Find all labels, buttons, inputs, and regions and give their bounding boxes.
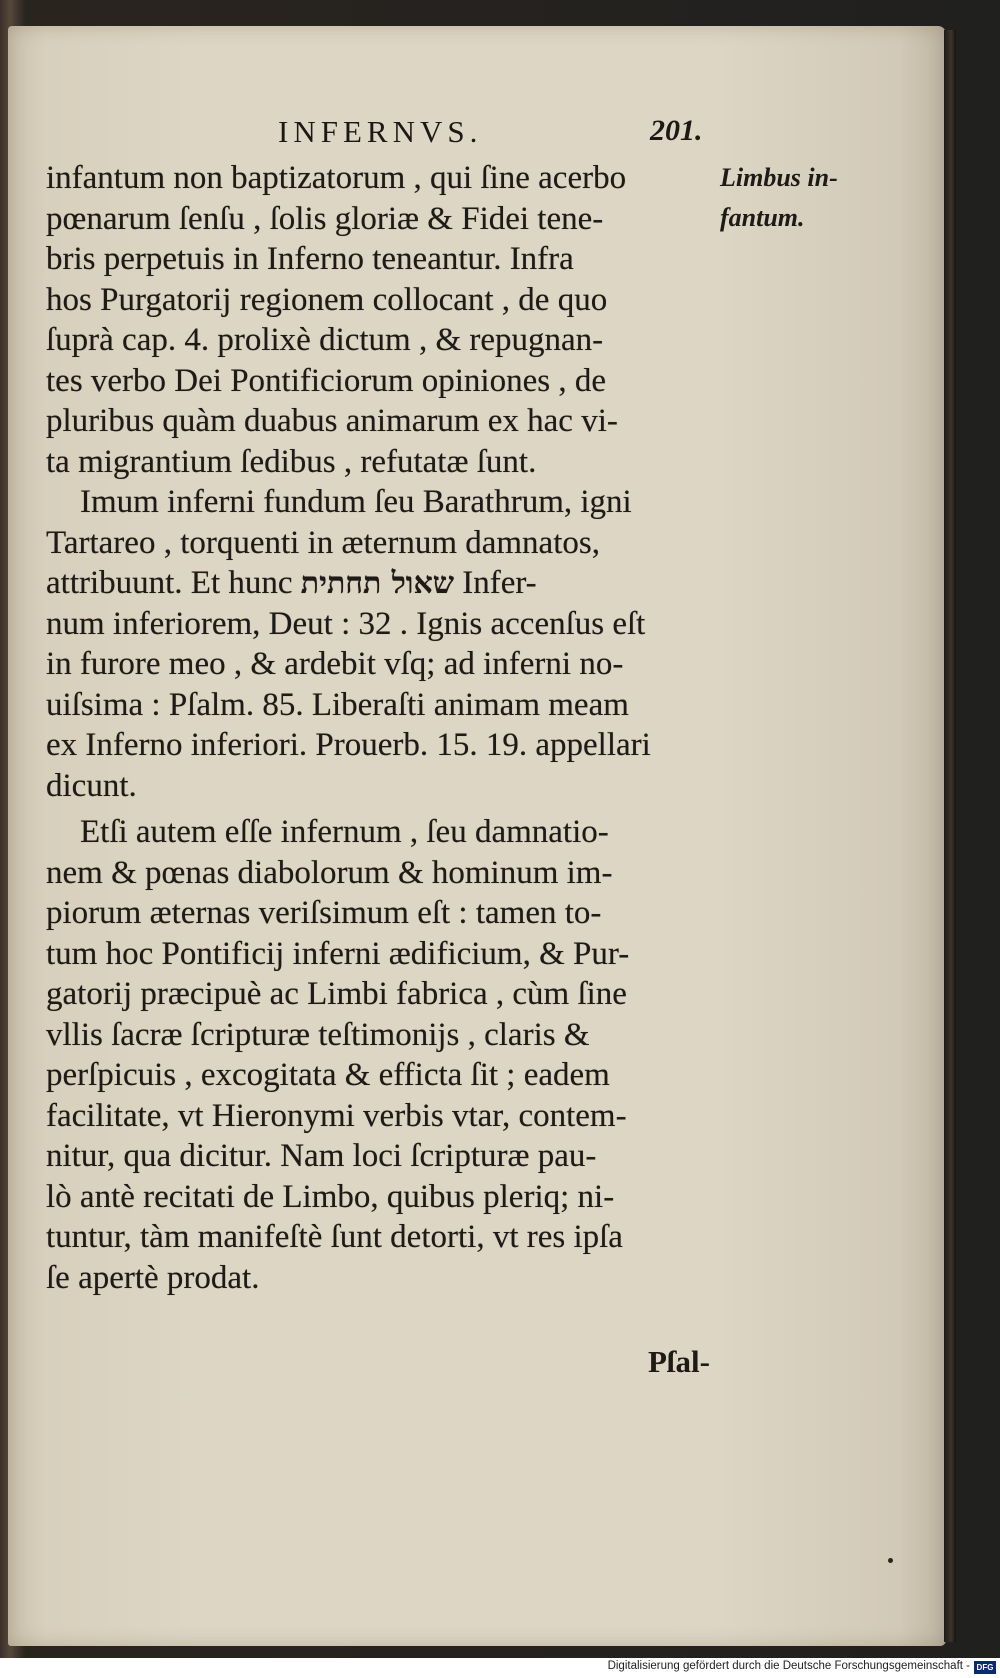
margin-note-line: Limbus in-: [720, 163, 838, 192]
text-line: lò antè recitati de Limbo, quibus pleriq; ni-: [46, 1178, 615, 1215]
hebrew-phrase: שאול תחתית: [300, 566, 454, 601]
text-line: gatorij præcipuè ac Limbi fabrica , cùm ſine: [46, 976, 627, 1012]
paragraph-3: [46, 812, 726, 1298]
page-edge-shadow: [944, 30, 956, 1642]
text-line: nem & pœnas diabolorum & hominum im-: [46, 854, 613, 891]
text-line: ſuprà cap. 4. prolixè dictum , & repugnan-: [46, 322, 604, 358]
text-fragment: Infer-: [462, 565, 537, 601]
text-line: Imum inferni fundum ſeu Barathrum, igni: [80, 484, 632, 520]
text-line: hos Purgatorij regionem collocant , de quo: [46, 281, 608, 318]
text-line: tes verbo Dei Pontificiorum opiniones , de: [46, 362, 606, 399]
text-line: ta migrantium ſedibus , refutatæ ſunt.: [46, 443, 537, 480]
text-line: piorum æternas veriſsimum eſt : tamen to-: [46, 895, 602, 931]
text-line: perſpicuis , excogitata & efficta ſit ; eadem: [46, 1057, 610, 1093]
text-line: dicunt.: [46, 767, 137, 804]
text-line: pluribus quàm duabus animarum ex hac vi-: [46, 403, 618, 439]
text-line: Tartareo , torquenti in æternum damnatos,: [46, 524, 600, 561]
catchword: Pſal-: [648, 1344, 710, 1379]
text-line: ex Inferno inferiori. Prouerb. 15. 19. appellari: [46, 727, 651, 763]
text-line: Etſi autem eſſe infernum , ſeu damnatio-: [80, 814, 609, 850]
dfg-logo: DFG: [974, 1661, 996, 1674]
text-line: tum hoc Pontificij inferni ædificium, & Pur-: [46, 935, 630, 972]
text-line: nitur, qua dicitur. Nam loci ſcripturæ pau-: [46, 1138, 597, 1174]
paragraph-2: [46, 482, 726, 806]
text-line: uiſsima : Pſalm. 85. Liberaſti animam meam: [46, 686, 629, 723]
body-text: [46, 158, 726, 1298]
ink-speck: [888, 1558, 893, 1563]
book-page: [8, 26, 946, 1646]
margin-note: [720, 158, 870, 238]
footer-bar: [0, 1658, 1000, 1678]
footer-credit: Digitalisierung gefördert durch die Deutsche Forschungsgemeinschaft -: [607, 1660, 970, 1672]
page-number: 201.: [650, 114, 703, 147]
text-line-with-hebrew: [46, 563, 726, 604]
margin-note-line: fantum.: [720, 203, 805, 232]
paragraph-1: [46, 158, 726, 482]
text-line: bris perpetuis in Inferno teneantur. Infra: [46, 241, 574, 277]
text-line: facilitate, vt Hieronymi verbis vtar, contem-: [46, 1097, 627, 1134]
text-line: in furore meo , & ardebit vſq; ad inferni no-: [46, 646, 624, 682]
text-line: pœnarum ſenſu , ſolis gloriæ & Fidei tene-: [46, 200, 604, 237]
text-line: num inferiorem, Deut : 32 . Ignis accenſus eſt: [46, 605, 646, 642]
text-line: vllis ſacræ ſcripturæ teſtimonijs , claris &: [46, 1016, 590, 1053]
text-line: infantum non baptizatorum , qui ſine acerbo: [46, 160, 627, 196]
running-head: [8, 114, 946, 158]
text-fragment: attribuunt. Et hunc: [46, 565, 293, 601]
text-line: tuntur, tàm manifeſtè ſunt detorti, vt res ipſa: [46, 1219, 623, 1255]
running-head-title: INFERNVS.: [278, 114, 483, 149]
text-line: ſe apertè prodat.: [46, 1259, 260, 1296]
